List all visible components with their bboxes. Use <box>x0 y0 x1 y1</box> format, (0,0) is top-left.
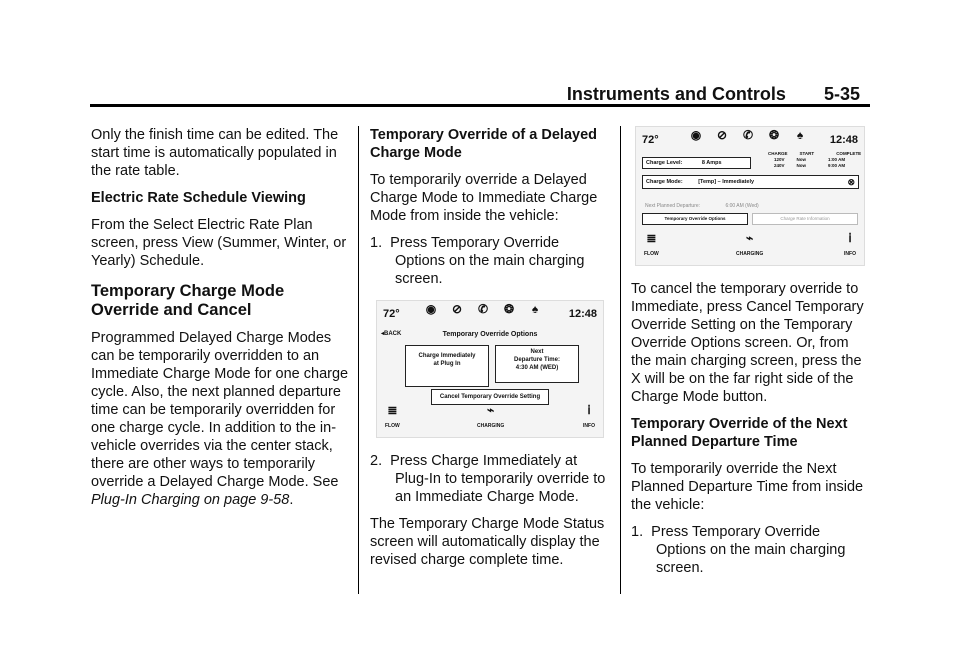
field-label: Next Planned Departure: <box>645 203 701 209</box>
table-cell: 240V <box>774 163 785 168</box>
column-header: COMPLETE <box>836 151 862 156</box>
step-1: 1. Press Temporary Override Options on the main charging screen. <box>370 235 585 287</box>
step-1: 1. Press Temporary Override Options on the main charging screen. <box>631 524 846 576</box>
audio-icon: ◉ <box>425 302 437 316</box>
footer-label: CHARGING <box>477 423 505 429</box>
footer-label: FLOW <box>644 251 659 257</box>
cross-reference-link[interactable]: Plug-In Charging on page 9-58 <box>91 492 290 508</box>
paragraph: To temporarily override the Next Planned Departure Time from inside the vehicle: <box>631 461 864 513</box>
table-cell: 9:00 AM <box>828 163 846 168</box>
charging-plug-icon: ⌁ <box>486 403 495 417</box>
column-divider <box>358 126 359 594</box>
table-cell: Now <box>796 157 807 162</box>
period: . <box>289 492 294 508</box>
table-cell: Now <box>796 163 807 168</box>
departure-time: 4:30 AM (WED) <box>515 365 559 371</box>
phone-icon: ✆ <box>742 128 754 142</box>
paragraph: From the Select Electric Rate Plan screen, press View (Summer, Winter, or Yearly) Schedule. <box>91 217 347 269</box>
cancel-override-button[interactable]: Cancel Temporary Override Setting <box>431 389 549 405</box>
flow-icon: ≣ <box>387 403 398 417</box>
leaf-icon: ♠ <box>796 128 804 142</box>
charge-schedule-table <box>768 151 861 169</box>
charging-button[interactable] <box>736 232 763 263</box>
table-cell: 1:00 AM <box>828 157 846 162</box>
button-label: Next <box>530 349 544 355</box>
button-label: Charge Immediately <box>418 353 476 359</box>
paragraph: Only the finish time can be edited. The start time is automatically populated in the rate table. <box>91 127 339 179</box>
charging-plug-icon: ⌁ <box>745 231 754 245</box>
clock: 12:48 <box>829 134 858 146</box>
temperature: 72° <box>642 134 659 146</box>
page-header <box>567 84 860 105</box>
button-label: Departure Time: <box>514 357 560 363</box>
paragraph: To cancel the temporary override to Immediate, press Cancel Temporary Override Setting on the Temporary Override Options screen. Or, from the main charging screen, press the X will be on the far right side of the Charge Mode button. <box>631 281 864 405</box>
next-departure-button[interactable] <box>495 345 579 383</box>
temporary-override-options-button[interactable]: Temporary Override Options <box>642 213 748 225</box>
footer-label: INFO <box>844 251 856 257</box>
header-rule <box>90 104 870 107</box>
paragraph <box>91 329 353 509</box>
leaf-icon: ♠ <box>531 302 539 316</box>
subheading-delayed: Temporary Override of a Delayed Charge Mode <box>370 127 597 161</box>
clock: 12:48 <box>568 308 597 320</box>
temperature: 72° <box>383 308 400 320</box>
top-icon-bar <box>425 303 541 316</box>
top-icon-bar <box>690 129 806 142</box>
step-2: 2. Press Charge Immediately at Plug-In to temporarily override to an Immediate Charge Mode. <box>370 453 606 505</box>
info-button[interactable] <box>583 404 595 435</box>
nav-icon: ⊘ <box>716 128 728 142</box>
info-icon: ⅰ <box>587 403 591 417</box>
footer-label: INFO <box>583 423 595 429</box>
audio-icon: ◉ <box>690 128 702 142</box>
column-header: CHARGE <box>768 151 788 156</box>
section-title: Instruments and Controls <box>566 84 786 104</box>
paragraph: The Temporary Charge Mode Status screen will automatically display the revised charge complete time. <box>370 516 605 568</box>
footer-label: CHARGING <box>736 251 764 257</box>
screenshot-charging-status <box>635 126 865 266</box>
info-icon: ⅰ <box>848 231 852 245</box>
field-value: [Temp] – Immediately <box>698 179 755 185</box>
field-value: 8 Amps <box>701 160 722 166</box>
climate-icon: ❂ <box>768 128 780 142</box>
subheading-departure: Temporary Override of the Next Planned Departure Time <box>631 416 848 450</box>
paragraph-text: Programmed Delayed Charge Modes can be temporarily overridden to an Immediate Charge Mode for one charge cycle. Also, the next planned departure time can be temporarily overridden for one charge cycle. In addition to the in-vehicle overrides via the center stack, there are other ways to temporarily override a Delayed Charge Mode. See <box>91 330 349 490</box>
column-divider <box>620 126 621 594</box>
field-label: Charge Mode: <box>646 179 683 185</box>
field-value: 6:00 AM (Wed) <box>725 203 759 209</box>
paragraph: To temporarily override a Delayed Charge Mode to Immediate Charge Mode from inside the vehicle: <box>370 172 598 224</box>
table-cell: 120V <box>774 157 785 162</box>
cancel-x-icon[interactable]: ⊗ <box>847 177 855 187</box>
footer-label: FLOW <box>385 423 400 429</box>
section-heading: Temporary Charge Mode Override and Cancel <box>91 282 285 319</box>
column-1 <box>91 126 353 518</box>
charge-rate-info-button[interactable]: Charge Rate Information <box>752 213 858 225</box>
charge-mode-button[interactable] <box>642 175 859 189</box>
info-button[interactable] <box>844 232 856 263</box>
column-3 <box>631 126 871 586</box>
column-header: START <box>799 151 815 156</box>
back-label: BACK <box>384 331 402 337</box>
flow-button[interactable] <box>385 404 400 435</box>
charge-level-field <box>642 157 751 169</box>
field-label: Charge Level: <box>646 160 683 166</box>
subheading-rate: Electric Rate Schedule Viewing <box>91 190 306 206</box>
phone-icon: ✆ <box>477 302 489 316</box>
back-button[interactable]: ◂BACK <box>381 331 402 337</box>
climate-icon: ❂ <box>503 302 515 316</box>
flow-button[interactable] <box>644 232 659 263</box>
page-number: 5-35 <box>823 84 860 104</box>
charge-immediately-button[interactable] <box>405 345 489 387</box>
button-label: at Plug In <box>433 361 461 367</box>
nav-icon: ⊘ <box>451 302 463 316</box>
charging-button[interactable] <box>477 404 504 435</box>
screen-title: Temporary Override Options <box>442 331 538 338</box>
column-2 <box>370 126 610 578</box>
flow-icon: ≣ <box>646 231 657 245</box>
screenshot-temporary-override-options <box>376 300 604 438</box>
